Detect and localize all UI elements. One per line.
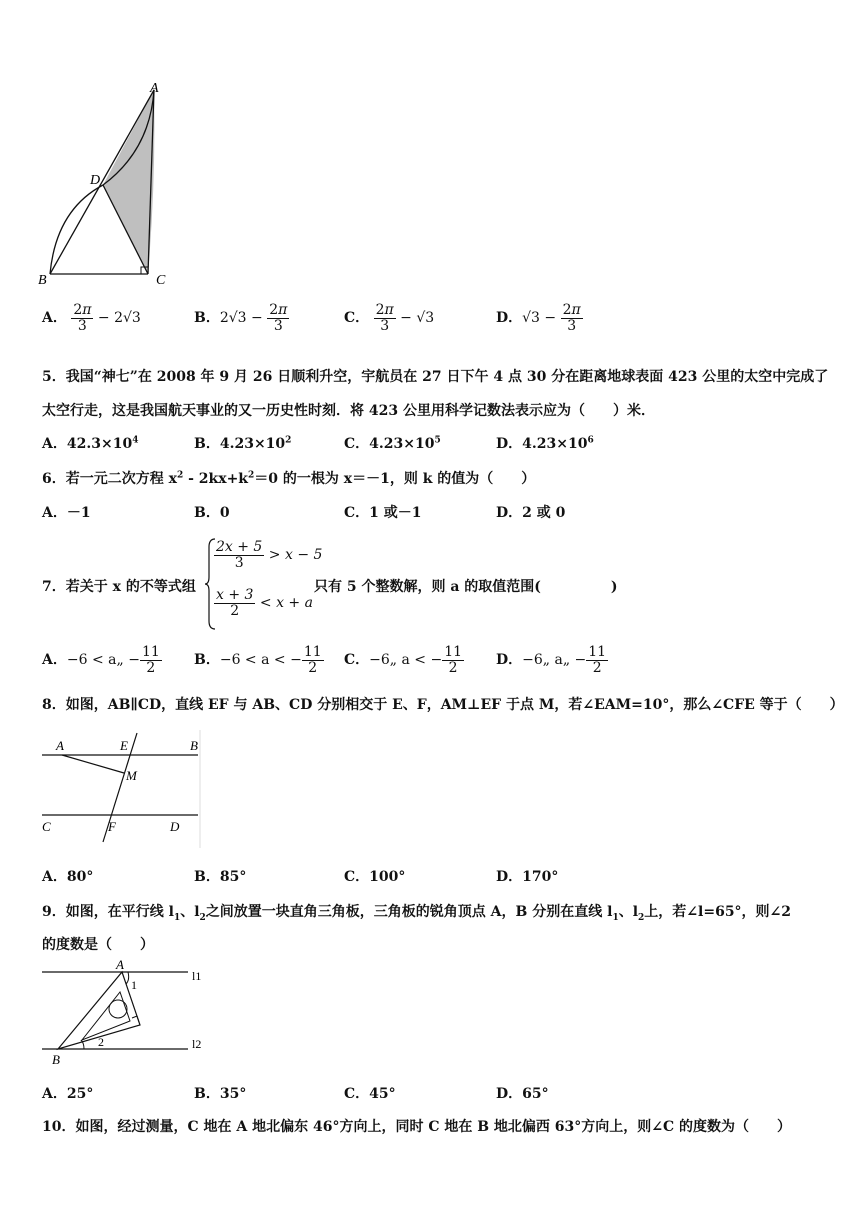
q8-option-b[interactable]: B．85° <box>194 869 247 885</box>
q6-option-c[interactable]: C．1 或－1 <box>344 505 422 521</box>
q9-set-square-hole <box>109 1000 127 1018</box>
q4-label-a: A <box>150 81 159 96</box>
q6-option-b[interactable]: B．0 <box>194 505 230 521</box>
q8-figure <box>40 730 210 850</box>
q4-label-d: D <box>90 173 101 188</box>
q5-option-d[interactable]: D．$4.23\times 10^6$ <box>496 435 594 452</box>
q4-option-d[interactable]: D．√3 − $\frac{2\pi}{3}$ <box>496 302 581 334</box>
q9-option-c[interactable]: C．45° <box>344 1086 396 1102</box>
q4-label-b: B <box>38 273 47 288</box>
q7-option-d[interactable]: D．−6„ a„ − $\frac{11}{2}$ <box>496 644 607 676</box>
q9-option-b[interactable]: B．35° <box>194 1086 247 1102</box>
q7-option-b[interactable]: B．−6 < a < − $\frac{11}{2}$ <box>194 644 322 676</box>
q9-label-1: 1 <box>131 978 137 992</box>
q5-option-b[interactable]: B．$4.23\times 10^2$ <box>194 435 292 452</box>
q5-line2: 太空行走，这是我国航天事业的又一历史性时刻．将 423 公里用科学记数法表示应为（ ）米． <box>42 403 655 419</box>
q7-inequality-2: $\frac{x + 3}{2}$ < x + a <box>216 587 313 619</box>
q5-line1: 5．我国“神七”在 2008 年 9 月 26 日顺利升空，宇航员在 27 日下午 4 点 30 分在距离地球表面 423 公里的太空中完成了 <box>42 369 829 385</box>
q8-label-d: D <box>170 819 180 834</box>
q4-option-b[interactable]: B．2√3 − $\frac{2\pi}{3}$ <box>194 302 288 334</box>
q8-label-e: E <box>120 738 128 753</box>
q7-option-c[interactable]: C．−6„ a < − $\frac{11}{2}$ <box>344 644 463 676</box>
q9-option-d[interactable]: D．65° <box>496 1086 549 1102</box>
q8-label-b: B <box>190 738 198 753</box>
q7-option-a[interactable]: A．−6 < a„ − $\frac{11}{2}$ <box>42 644 160 676</box>
q8-label-a: A <box>56 738 64 753</box>
q6-text: 6．若一元二次方程 $x^2 - 2kx+k^2=0$ 的一根为 x＝－1，则 k 的值为（ ） <box>42 470 536 487</box>
q4-figure <box>28 80 178 290</box>
q9-angle-1-arc <box>126 972 129 984</box>
q8-option-c[interactable]: C．100° <box>344 869 406 885</box>
q9-label-l2: l2 <box>192 1037 202 1051</box>
q8-option-a[interactable]: A．80° <box>42 869 94 885</box>
q4-label-c: C <box>156 273 166 288</box>
q8-text: 8．如图，AB∥CD，直线 EF 与 AB、CD 分别相交于 E、F，AM⊥EF 于点 M，若∠EAM=10°，那么∠CFE 等于（ ） <box>42 697 844 713</box>
q9-figure <box>40 958 210 1068</box>
q4-option-c[interactable]: C． $\frac{2\pi}{3}$ − √3 <box>344 302 435 334</box>
q8-label-c: C <box>42 819 51 834</box>
q7-suffix: 只有 5 个整数解，则 a 的取值范围( ) <box>314 579 618 595</box>
q9-option-a[interactable]: A．25° <box>42 1086 94 1102</box>
q9-label-b: B <box>52 1052 60 1067</box>
q7-prefix: 7．若关于 x 的不等式组 <box>42 579 196 595</box>
q4-option-a[interactable]: A． $\frac{2\pi}{3}$ − 2√3 <box>42 302 141 334</box>
q9-label-a: A <box>116 958 124 972</box>
q8-label-m: M <box>126 768 137 783</box>
q9-right-angle <box>132 1016 139 1022</box>
q5-option-a[interactable]: A．$42.3\times 10^4$ <box>42 435 139 452</box>
q8-option-d[interactable]: D．170° <box>496 869 559 885</box>
q8-line-am <box>62 755 124 773</box>
q9-label-2: 2 <box>98 1035 104 1049</box>
q6-option-d[interactable]: D．2 或 0 <box>496 505 566 521</box>
q7-inequality-1: $\frac{2x + 5}{3}$ > x − 5 <box>216 539 323 571</box>
q8-label-f: F <box>108 819 116 834</box>
q9-line1: 9．如图，在平行线 $l_1$、$l_2$之间放置一块直角三角板，三角板的锐角顶点 A，B 分别在直线 $l_1$、$l_2$上，若∠l=65°，则∠2 <box>42 904 792 923</box>
q5-option-c[interactable]: C．$4.23\times 10^5$ <box>344 435 441 452</box>
q9-line2: 的度数是（ ） <box>42 937 154 953</box>
q9-set-square-inner <box>82 992 130 1040</box>
q9-label-l1: l1 <box>192 969 202 983</box>
q10-text: 10．如图，经过测量，C 地在 A 地北偏东 46°方向上，同时 C 地在 B 地北偏西 63°方向上，则∠C 的度数为（ ） <box>42 1119 792 1135</box>
q6-option-a[interactable]: A．－1 <box>42 505 91 521</box>
